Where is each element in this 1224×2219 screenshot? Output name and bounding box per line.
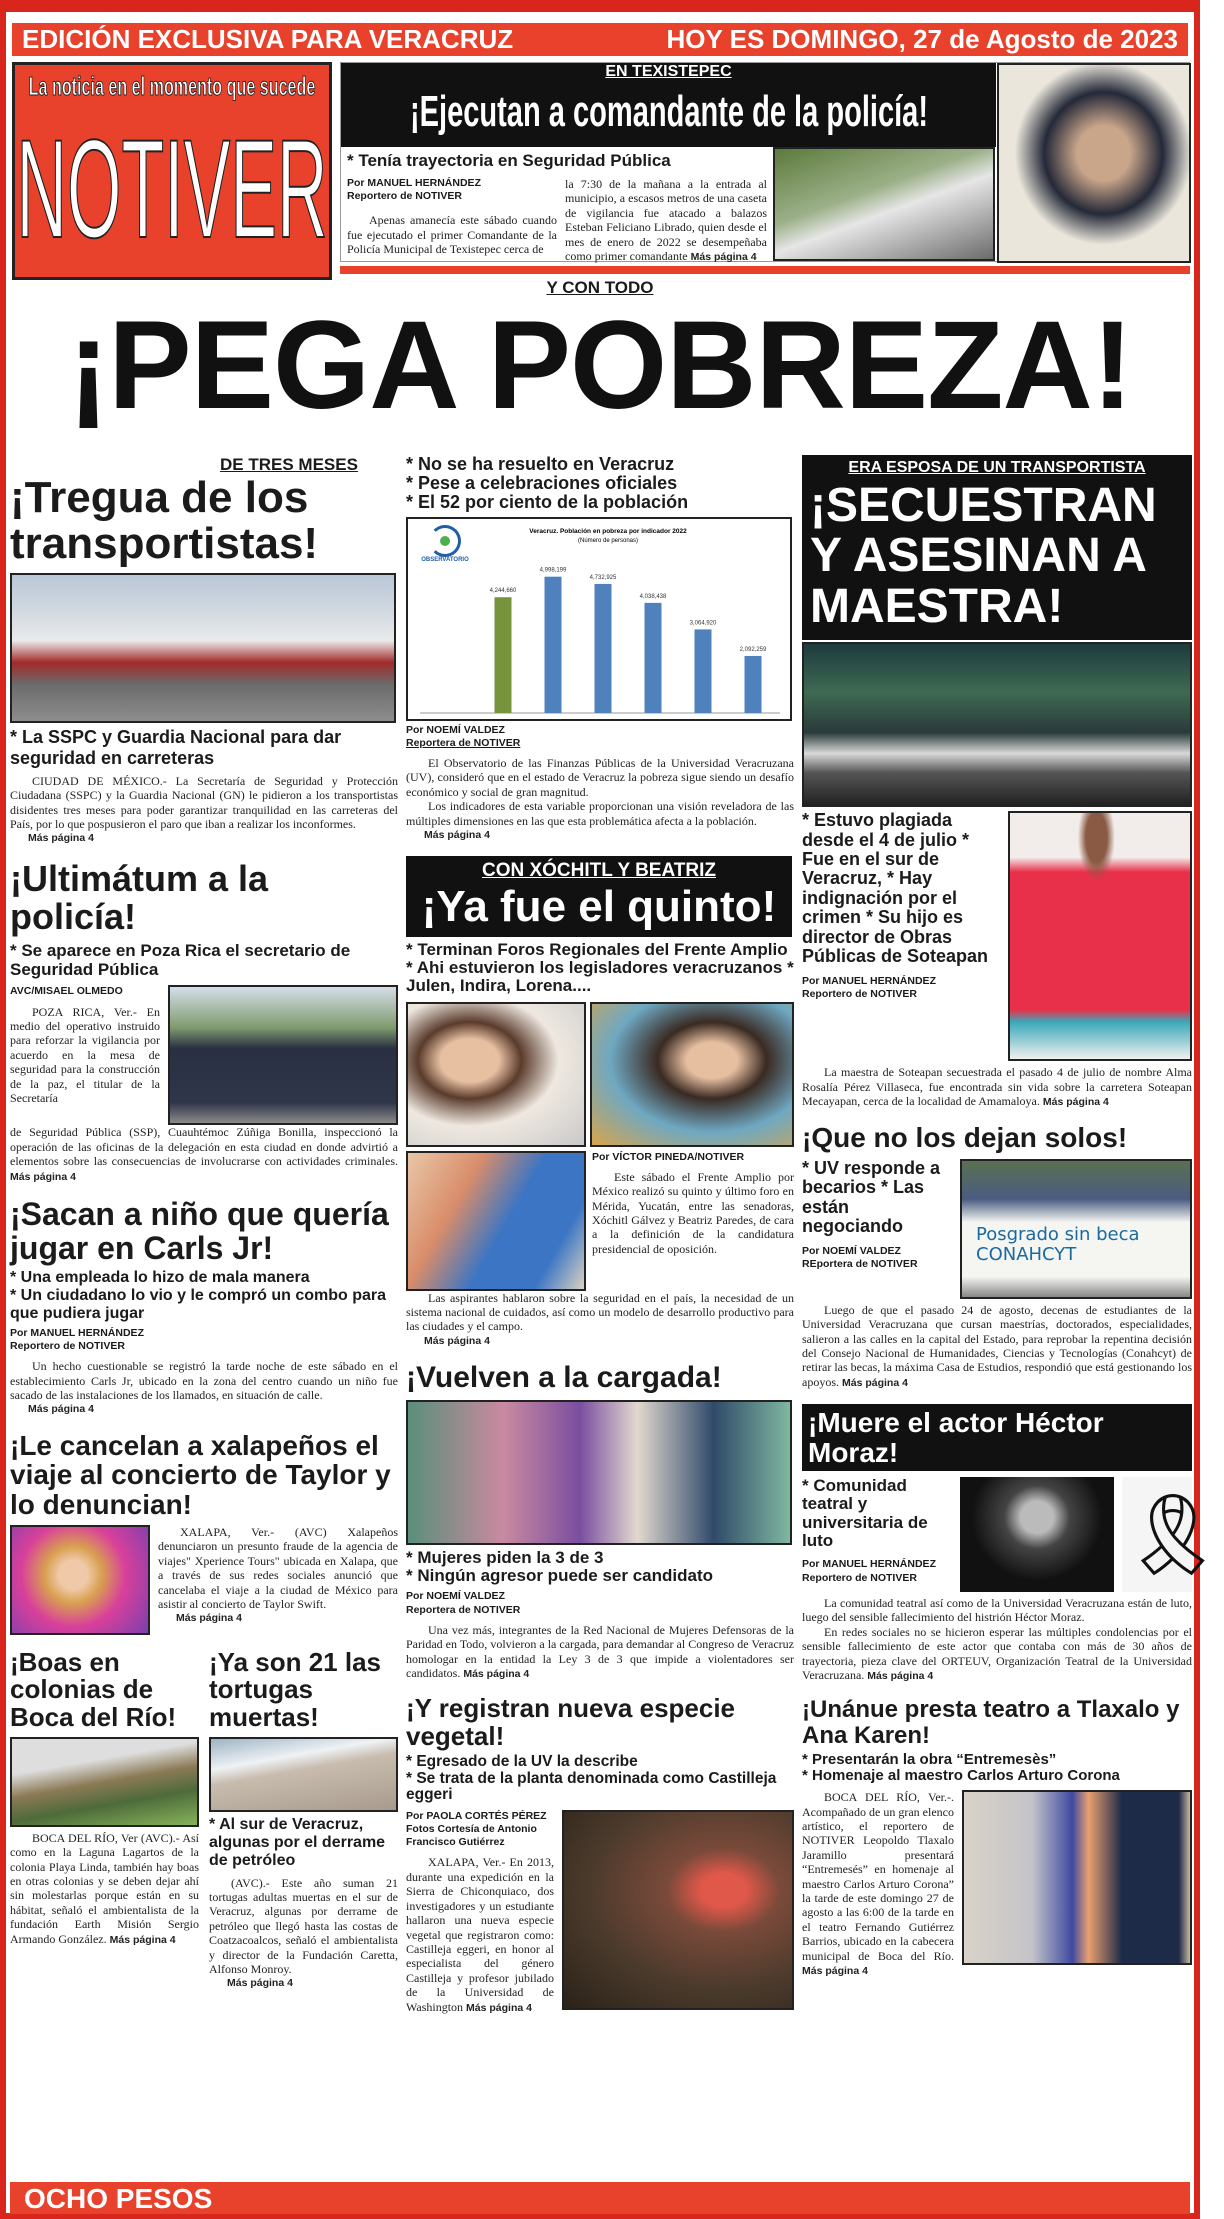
crime-night-photo	[802, 642, 1192, 807]
top-story-header	[341, 63, 996, 147]
chart-data-label: 4,038,438	[639, 593, 667, 600]
tregua-article: DE TRES MESES ¡Tregua de los transportistas! * La SSPC y Guardia Nacional para dar seguridad en carreteras CIUDAD DE MÉXICO.- La Secretaría de Seguridad y Protección Ciudadana (SSPC) y la Guardia Nacional (GN) le pidieron a los transportistas disidentes tres meses para poder garantizar tranquilidad en las carreteras del País, por lo que pospusieron el paro que iban a realizar los inconformes. Más página 4	[10, 455, 398, 845]
price-label: OCHO PESOS	[24, 2183, 213, 2214]
teatro-article: ¡Unánue presta teatro a Tlaxalo y Ana Karen! * Presentarán la obra “Entremesès” * Homenaje al maestro Carlos Arturo Corona BOCA DEL RÍO, Ver.-. Acompañado de un gran elenco artístico, el reportero de NOTIVER Leopoldo Tlaxalo Jaramillo presentará “Entremesés” en homenaje al maestro Carlos Arturo Corona” la tarde de este domingo 27 de agosto a las 6:00 de la tarde en el teatro Fernando Gutiérrez Barrios, ubicado en la cabecera municipal de Boca del Río. Más página 4	[802, 1697, 1192, 1978]
chart-subtitle: (Número de personas)	[577, 537, 639, 544]
especie-col: Por PAOLA CORTÉS PÉREZ Fotos Cortesía de Antonio Francisco Gutiérrez XALAPA, Ver.- En 2013, durante una expedición en la Sierra de Chiconquiaco, dos investigadores y un estudiante hallaron una nueva especie vegetal que registraron como: Castilleja eggeri, en honor al especialista del género Castilleja y profesor jubilado de la Universidad de Washington Más página 4	[406, 1810, 554, 2014]
more-link[interactable]: Más página 4	[867, 1670, 934, 1683]
women-group-photo	[406, 1400, 792, 1545]
boas-article: ¡Boas en colonias de Boca del Río! BOCA DEL RÍO, Ver (AVC).- Así como en la Laguna Lagartos de la colonia Playa Linda, también hay boas en otras colonias y se deben dejar ahí sin molestarlas porque están en su hábitat, señaló el ambientalista de la fundación Earth Misión Sergio Armando González. Más página 4	[10, 1646, 199, 1946]
chart-bar	[495, 597, 512, 713]
price-bar	[10, 2180, 1190, 2214]
chart-data-label: 2,092,259	[739, 646, 767, 653]
especie-article: ¡Y registran nueva especie vegetal! * Egresado de la UV la describe * Se trata de la planta denominada como Castilleja eggeri Por PAOLA CORTÉS PÉREZ Fotos Cortesía de Antonio Francisco Gutiérrez XALAPA, Ver.- En 2013, durante una expedición en la Sierra de Chiconquiaco, dos investigadores y un estudiante hallaron una nueva especie vegetal que registraron como: Castilleja eggeri, en honor al especialista del género Castilleja y profesor jubilado de la Universidad de Washington Más página 4	[406, 1695, 794, 2015]
more-link[interactable]: Más página 4	[227, 1977, 293, 1990]
xochitl-photo-3	[406, 1151, 586, 1291]
maestra-body: La maestra de Soteapan secuestrada el pasado 4 de julio de nombre Alma Rosalía Pérez Villaseca, fue encontrada sin vida sobre la carretera Soteapan Mecayapan, cerca de la localidad de Amamaloya. Más página 4	[802, 1065, 1192, 1108]
more-link[interactable]: Más página 4	[1042, 1095, 1109, 1108]
divider	[340, 266, 1190, 274]
main-headline: ¡PEGA POBREZA!	[67, 296, 1133, 435]
more-link[interactable]: Más página 4	[424, 828, 490, 841]
mourning-ribbon-icon: 🎗	[1122, 1477, 1192, 1592]
crime-scene-photo	[773, 147, 995, 261]
becarios-article: ¡Que no los dejan solos! * UV responde a becarios * Las están negociando Por NOEMÍ VALDEZ REportera de NOTIVER Posgrado sin beca CONAHCYT Luego de que el pasado 24 de agosto, decenas de estudiantes de la Universidad Veracruzana que cursan maestrías, doctorados, especialidades, salieron a las calles en la capital del Estado, para reprobar la repentina decisión del Consejo Nacional de Humanidades, Ciencias y Tecnologías (Conahcyt) de retirar las becas, la máxima Casa de Estudios, respondió que está gestionando los apoyos. Más página 4	[802, 1122, 1192, 1389]
protest-photo: Posgrado sin beca CONAHCYT	[960, 1159, 1192, 1299]
chart-data-label: 4,998,199	[539, 567, 567, 574]
quinto-header: CON XÓCHITL Y BEATRIZ ¡Ya fue el quinto!	[406, 856, 792, 936]
top-story-headline: ¡Ejecutan a comandante de la policía!	[409, 87, 928, 136]
chart-data-label: 4,244,660	[489, 587, 517, 594]
right-column	[802, 455, 1224, 1978]
theater-group-photo	[962, 1790, 1192, 1965]
more-link[interactable]: Más página 4	[28, 1403, 94, 1416]
more-link[interactable]: Más página 4	[176, 1612, 242, 1625]
tregua-headline: ¡Tregua de los transportistas!	[10, 473, 319, 569]
tortugas-article: ¡Ya son 21 las tortugas muertas! * Al sur de Veracruz, algunas por el derrame de petróleo (AVC).- Este año suman 21 tortugas adultas muertas en el sur de Veracruz, algunas por derrame de petróleo que llegó hasta las costas de Coatzacoalcos, señaló el ambientalista y director de la Fundación Caretta, Alfonso Monroy. Más página 4	[209, 1646, 398, 1990]
quinto-body2: Las aspirantes hablaron sobre la seguridad en el país, la necesidad de un sistema nacional de cuidados, así como un modelo de desarrollo productivo para las ciudades y el campo. Más página 4	[406, 1290, 794, 1347]
chart-bar	[595, 584, 612, 713]
taylor-swift-photo	[10, 1525, 150, 1635]
xochitl-photo-1	[406, 1002, 586, 1147]
boa-photo	[10, 1737, 199, 1827]
chart-title: Veracruz. Población en pobreza por indicador 2022	[529, 527, 687, 535]
more-link[interactable]: Más página 4	[463, 1667, 530, 1680]
carls-article: ¡Sacan a niño que quería jugar en Carls Jr! * Una empleada lo hizo de mala manera * Un ciudadano lo vio y le compró un combo para que pudiera jugar Por MANUEL HERNÁNDEZ Reportero de NOTIVER Un hecho cuestionable se registró la tarde noche de este sábado en el establecimiento Carls Jr, ubicado en la zona del centro cuando un niño fue sacado de las instalaciones de los llamados, en situación de calle. Más página 4	[10, 1196, 398, 1416]
more-link[interactable]: Más página 4	[424, 1334, 490, 1347]
commander-photo	[997, 63, 1191, 263]
quinto-sub: * Terminan Foros Regionales del Frente Amplio * Ahi estuvieron los legisladores veracruzanos * Julen, Indira, Lorena....	[406, 939, 794, 996]
maestra-sub: * Estuvo plagiada desde el 4 de julio * Fue en el sur de Veracruz, * Hay indignación por el crimen * Su hijo es director de Obras Públicas de Soteapan Por MANUEL HERNÁNDEZ Reportero de NOTIVER	[802, 810, 989, 1000]
main-kicker: Y CON TODO	[546, 278, 654, 297]
plant-photo	[562, 1810, 794, 2010]
more-link[interactable]: Más página 4	[466, 2001, 532, 2014]
police-photo	[168, 985, 398, 1125]
trucks-photo	[10, 573, 396, 723]
top-story-col2: la 7:30 de la mañana a la entrada al municipio, a escasos metros de una caseta de vigilancia fue atacado a balazos Esteban Feliciano Librado, quien desde el mes de enero de 2022 se desempeñaba como primer comandante Más página 4	[565, 177, 767, 264]
hector-moraz-photo	[960, 1477, 1114, 1592]
xochitl-photo-2	[590, 1002, 794, 1147]
edition-label: EDICIÓN EXCLUSIVA PARA VERACRUZ	[22, 24, 514, 54]
observatorio-logo: OBSERVATORIO	[418, 525, 472, 563]
top-story-col1: Por MANUEL HERNÁNDEZ Reportero de NOTIVER Apenas amanecía este sábado cuando fue ejecutado el primer Comandante de la Policía Municipal de Texistepec cerca de	[347, 177, 557, 257]
poverty-chart	[406, 517, 792, 721]
chart-bar	[745, 656, 762, 713]
top-story	[340, 62, 1190, 262]
date-label: HOY ES DOMINGO, 27 de Agosto de 2023	[666, 24, 1178, 54]
moraz-sub: * Comunidad teatral y universitaria de luto Por MANUEL HERNÁNDEZ Reportero de NOTIVER	[802, 1476, 936, 1584]
chart-bar	[545, 576, 562, 712]
masthead-logo	[12, 62, 332, 280]
chart-bar	[645, 603, 662, 713]
more-link[interactable]: Más página 4	[802, 1965, 868, 1978]
chart-data-label: 3,064,920	[689, 620, 717, 627]
more-link[interactable]: Más página 4	[690, 251, 757, 264]
more-link[interactable]: Más página 4	[109, 1933, 176, 1946]
taylor-article: ¡Le cancelan a xalapeños el viaje al concierto de Taylor y lo denuncian! XALAPA, Ver.- (AVC) Xalapeños denunciaron un presunto fraude de la agencia de viajes" Xperience Tours" ubicada en Xalapa, que a través de sus redes sociales anunció que cancelaba el viaje a la ciudad de México para asistir al concierto de Taylor Swift. Más página 4	[10, 1431, 398, 1635]
moraz-header: ¡Muere el actor Héctor Moraz!	[802, 1404, 1192, 1471]
chart-data-label: 4,732,925	[589, 574, 617, 581]
teacher-photo	[1008, 811, 1192, 1061]
chart-bar	[695, 629, 712, 713]
ultimatum-article: ¡Ultimátum a la policía! * Se aparece en Poza Rica el secretario de Seguridad Pública AVC/MISAEL OLMEDO POZA RICA, Ver.- En medio del operativo instruido para reforzar la vigilancia por acuerdo en la mesa de seguridad para la construcción de la paz, el titular de la Secretaría de Seguridad Pública (SSP), Cuauhtémoc Zúñiga Bonilla, inspeccionó la operación de las oficinas de la delegación en esta ciudad en donde advirtió a elementos sobre las consecuencias de involucrarse con actividades criminales. Más página 4	[10, 857, 398, 1183]
more-link[interactable]: Más página 4	[10, 1170, 76, 1183]
logo-tagline: La noticia en el momento que sucede	[28, 71, 316, 101]
top-story-sub: * Tenía trayectoria en Seguridad Pública	[347, 151, 671, 170]
turtle-photo	[209, 1737, 398, 1812]
teatro-body: BOCA DEL RÍO, Ver.-. Acompañado de un gran elenco artístico, el reportero de NOTIVER Leopoldo Tlaxalo Jaramillo presentará “Entremesés” en homenaje al maestro Carlos Arturo Corona” la tarde de este domingo 27 de agosto a las 6:00 de la tarde en el teatro Fernando Gutiérrez Barrios, ubicado en la cabecera municipal de Boca del Río. Más página 4	[802, 1790, 954, 1978]
maestra-header: ERA ESPOSA DE UN TRANSPORTISTA ¡SECUESTRAN Y ASESINAN A MAESTRA!	[802, 455, 1192, 640]
more-link[interactable]: Más página 4	[842, 1376, 908, 1389]
middle-column	[406, 455, 794, 2015]
logo-name: NOTIVER	[16, 110, 328, 267]
cargada-article: ¡Vuelven a la cargada! * Mujeres piden la 3 de 3 * Ningún agresor puede ser candidato Por NOEMÍ VALDEZ Reportera de NOTIVER Una vez más, integrantes de la Red Nacional de Mujeres Defensoras de la Paridad en Todo, volvieron a la cargada, para demandar al Congreso de Veracruz homologar en la entidad la Ley 3 de 3 que impide a violentadores ser candidatos. Más página 4	[406, 1361, 794, 1680]
top-story-kicker: EN TEXISTEPEC	[605, 63, 732, 80]
edition-bar	[12, 20, 1188, 56]
pobreza-article: * No se ha resuelto en Veracruz * Pese a celebraciones oficiales * El 52 por ciento de la población Veracruz. Población en pobreza por indicador 2022 (Número de personas) 4,244,660 4,998,199 4,732,925 4,038,438 3,064,920 2,092,259 OBSERVATORIO Por NOEMÍ VALDEZ Reportera de NOTIVER El Observatorio de las Finanzas Públicas de la Universidad Veracruzana (UV), consideró que en el estado de Veracruz la pobreza sigue siendo un desafío económico y social de gran magnitud. Los indicadores de esta variable proporcionan una visión reveladora de las múltiples dimensiones en las que esta problemática afecta a la población. Más página 4	[406, 454, 794, 841]
left-column	[10, 455, 398, 1991]
moraz-body: La comunidad teatral así como de la Universidad Veracruzana están de luto, luego del sensible fallecimiento del histrión Héctor Moraz. En redes sociales no se hicieron esperar las múltiples condolencias por el sensible fallecimiento de este actor que contaba con más de 30 años de trayectoria, pieza clave del ORTEUV, Organización Teatral de la Universidad Veracruzana. Más página 4	[802, 1596, 1192, 1683]
more-link[interactable]: Más página 4	[28, 832, 94, 845]
quinto-body: Por VÍCTOR PINEDA/NOTIVER Este sábado el Frente Amplio por México realizó su quinto y último foro en Mérida, Yucatán, entre las senadoras, Xóchitl Gálvez y Beatriz Paredes, de cara a la definición de la candidatura presidencial de oposición.	[592, 1150, 794, 1256]
taylor-body: XALAPA, Ver.- (AVC) Xalapeños denunciaron un presunto fraude de la agencia de viajes" Xperience Tours" ubicada en Xalapa, que a través de sus redes sociales anunció que cancelaba el viaje a la ciudad de México para asistir al concierto de Taylor Swift. Más página 4	[158, 1524, 398, 1625]
